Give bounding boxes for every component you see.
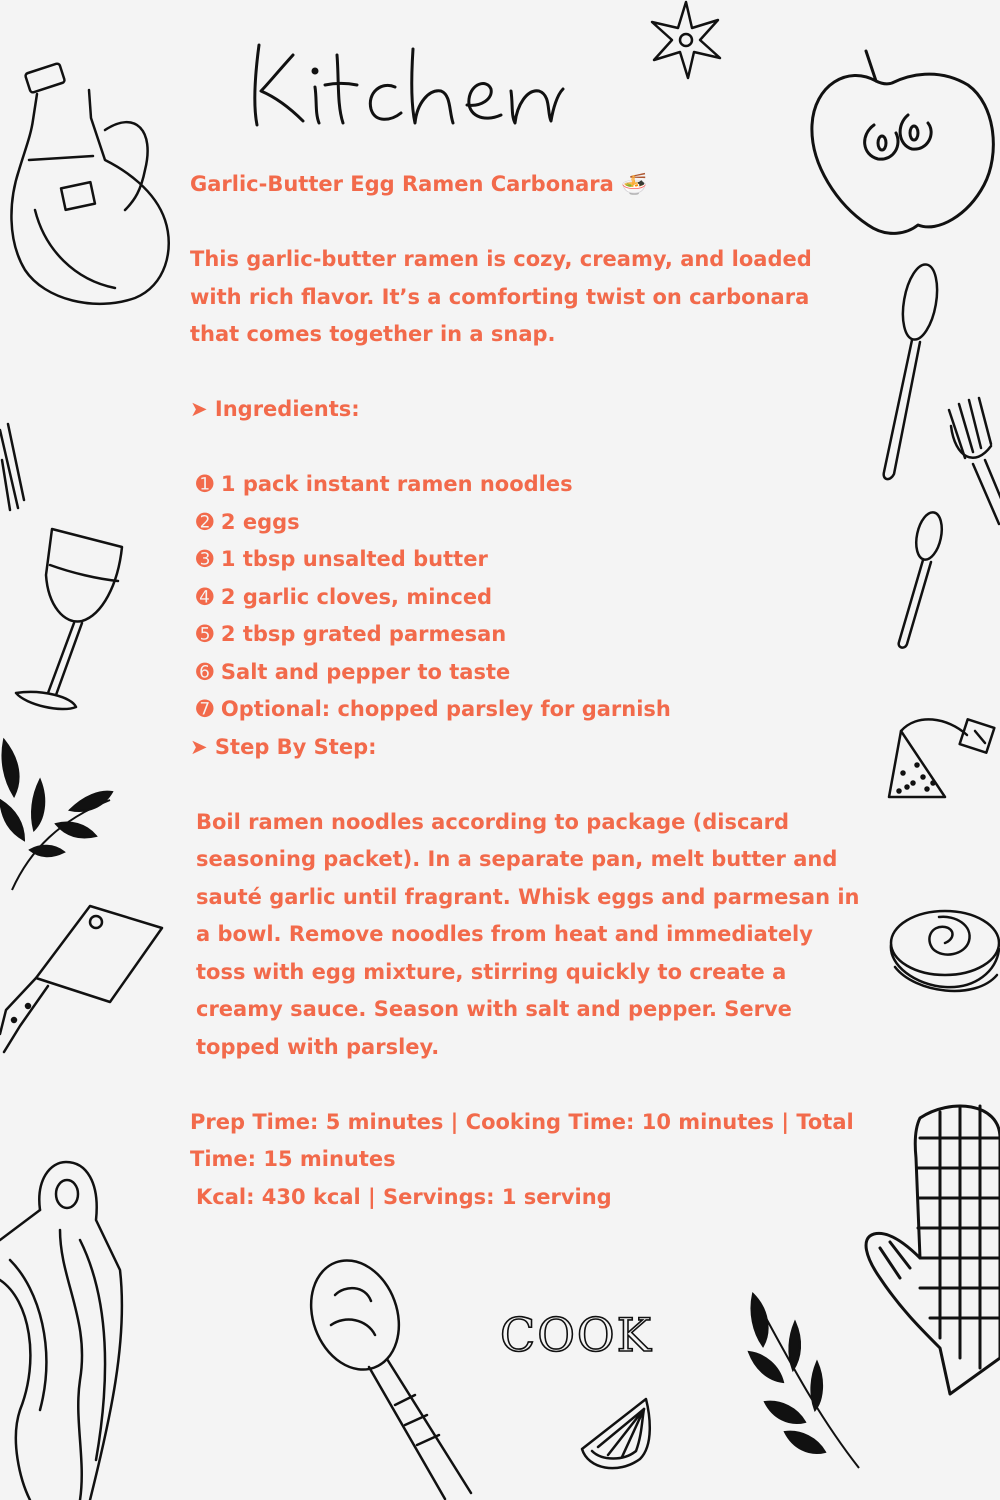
tea-bag-icon (887, 713, 997, 803)
ingredient-item: ➏ Salt and pepper to taste (196, 659, 511, 684)
leaf-branch-icon (745, 1292, 865, 1472)
ingredient-item: ➌ 1 tbsp unsalted butter (196, 547, 488, 571)
kitchen-script-title (245, 25, 565, 135)
cook-stamp (500, 1305, 653, 1365)
cleaver-icon (0, 902, 165, 1057)
nutrition-line: Kcal: 430 kcal | Servings: 1 serving (196, 1184, 612, 1209)
fork-icon (945, 398, 1000, 528)
oil-bottle-icon (5, 60, 175, 315)
recipe-intro: This garlic-butter ramen is cozy, creamy, and loaded with rich flavor. It’s a comforting twist on carbonara that comes together in a snap. (190, 247, 812, 346)
spoon-icon (878, 262, 938, 482)
cinnamon-roll-icon (885, 905, 1000, 1005)
wooden-spoon-icon (305, 1255, 480, 1500)
ingredient-item: ➎ 2 tbsp grated parmesan (196, 622, 507, 646)
ingredients-heading: ➤ Ingredients: (190, 397, 360, 421)
ingredient-item: ➍ 2 garlic cloves, minced (196, 584, 493, 609)
cutting-board-icon (0, 1160, 130, 1500)
ingredient-item: ➐ Optional: chopped parsley for garnish (196, 697, 671, 721)
oven-mitt-icon (860, 1098, 1000, 1398)
leaf-branch-icon (0, 740, 115, 895)
star-anise-icon (648, 0, 723, 80)
wine-glass-icon (2, 525, 127, 715)
fork-icon (0, 420, 30, 515)
ingredient-item: ➊ 1 pack instant ramen noodles (196, 472, 573, 496)
spoon-icon (893, 510, 948, 650)
recipe-title: Garlic-Butter Egg Ramen Carbonara 🍜 (190, 172, 648, 196)
recipe-text (190, 166, 860, 1216)
lemon-slice-icon (578, 1395, 653, 1475)
times-line: Prep Time: 5 minutes | Cooking Time: 10 minutes | Total Time: 15 minutes (190, 1109, 854, 1171)
cook-stamp-text: COOK (500, 1308, 653, 1362)
steps-heading: ➤ Step By Step: (190, 734, 377, 759)
steps-paragraph: Boil ramen noodles according to package (discard seasoning packet). In a separate pan, melt butter and sauté garlic until fragrant. Whisk eggs and parmesan in a bowl. Remove noodles from heat and immediately toss with egg mixture, stirring quickly to create a creamy sauce. Season with salt and pepper. Serve topped with parsley. (196, 809, 860, 1059)
ingredient-item: ➋ 2 eggs (196, 509, 300, 534)
